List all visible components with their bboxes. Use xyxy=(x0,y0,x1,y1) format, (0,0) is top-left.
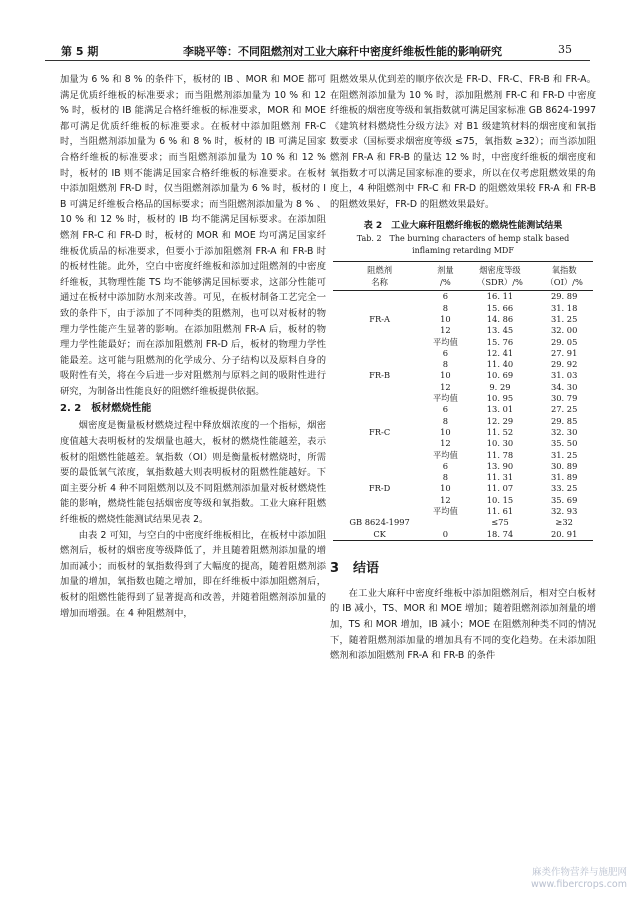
section-number: 2. 2 xyxy=(60,403,82,415)
table-row xyxy=(333,461,593,472)
table-row xyxy=(333,348,593,359)
oi-cell: 33. 25 xyxy=(550,483,578,494)
watermark-line2: www.fibercrops.com xyxy=(530,879,627,890)
dose-cell: 10 xyxy=(440,313,451,324)
paragraph-mechanical-results: 加量为 6 % 和 8 % 的条件下，板材的 IB 、MOR 和 MOE 都可满足优质纤维板的标准要求；而当阻燃剂添加量为 10 % 和 12 % 时，板材的 IB 能满足合格纤维板的标准要求，MOR 和 MOE 都可满足优质纤维板的标准要求。在板材中添加阻燃剂 FR-C 时，当阻燃剂添加量为 6 % 和 8 % 时，板材的 IB 可满足国家合格纤维板的标准要求；而当阻燃剂添加量为 10 % 和 12 % 时，板材的 IB 则不能满足国家合格纤维板的标准要求。在板材中添加阻燃剂 FR-D 时，仅当阻燃剂添加量为 6 % 时，板材的 IB 可满足纤维板合格品的国标要求；而当阻燃剂添加量为 8 % 、10 % 和 12 % 时，板材的 IB 均不能满足国标要求。在添加阻燃剂 FR-C 和 FR-D 时，板材的 MOR 和 MOE 均可满足国家纤维板优质品的标准要求，但要小于添加阻燃剂 FR-A 和 FR-B 时的板材性能。此外，空白中密度纤维板和添加过阻燃剂的中密度纤维板，其物理性能 TS 均不能够满足国标要求，这部分性能可通过在板材中添加防水剂来改善。可见，在板材制备工艺完全一致的条件下，由于添加了不同种类的阻燃剂，也可以对板材的物理力学性能产生显著的影响。在添加阻燃剂 FR-A 后，板材的物理力学性能最好；而在添加阻燃剂 FR-D 后，板材的物理力学性能最差。这可能与阻燃剂的化学成分、分子结构以及原料自身的吸附性有关，将在今后进一步对阻燃剂与原料之间的吸附性进行研究，为制备出性能良好的阻燃纤维板提供依据。 xyxy=(60,74,326,397)
oi-cell: 31. 18 xyxy=(550,302,578,313)
oi-cell: 31. 25 xyxy=(550,449,578,460)
retardant-name-cell: FR-C xyxy=(369,426,391,437)
header-dose: 剂量 /% xyxy=(426,262,464,291)
dose-cell: 6 xyxy=(442,460,449,471)
dose-cell: 8 xyxy=(442,472,449,483)
dose-cell: 8 xyxy=(442,359,449,370)
oi-cell: ≥32 xyxy=(555,517,573,528)
oi-cell: 32. 30 xyxy=(550,426,578,437)
table-caption-en-line1: Tab. 2 The burning characters of hemp stalk based xyxy=(356,234,570,244)
section-title: 板材燃烧性能 xyxy=(91,403,152,415)
issue-number: 第 5 期 xyxy=(61,45,99,58)
sdr-cell: 12. 41 xyxy=(486,347,514,358)
dose-cell: 12 xyxy=(440,494,451,505)
running-title: 李晓平等：不同阻燃剂对工业大麻秆中密度纤维板性能的影响研究 xyxy=(183,45,502,58)
sdr-cell: 13. 45 xyxy=(486,325,514,336)
paragraph-flame-retardant-ranking: 阻燃效果从优到差的顺序依次是 FR-D、FR-C、FR-B 和 FR-A。在阻燃剂添加量为 10 % 时，添加阻燃剂 FR-C 和 FR-D 中密度纤维板的烟密度等级和氧指数就可满足国家标准 GB 8624-1997《建筑材料燃烧性分级方法》对 B1 级建筑材料的烟密度和氧指数要求（国标要求烟密度等级 ≤75，氧指数 ≥32）；而当添加阻燃剂 FR-A 和 FR-B 的量达 12 % 时，中密度纤维板的烟密度和氧指数才可以满足国家标准的要求，所以在仅考虑阻燃效果的角度上，4 种阻燃剂中 FR-C 和 FR-D 的阻燃效果较 FR-A 和 FR-B 的阻燃效果好，FR-D 的阻燃效果最好。 xyxy=(330,74,596,210)
dose-cell xyxy=(426,517,464,528)
standard-row xyxy=(333,517,593,528)
dose-cell: 平均值 xyxy=(432,449,458,460)
dose-cell: 平均值 xyxy=(432,393,458,404)
dose-cell: 12 xyxy=(440,325,451,336)
dose-cell: 10 xyxy=(440,483,451,494)
sdr-cell: 13. 01 xyxy=(486,404,514,415)
table-body xyxy=(333,291,593,541)
oi-cell: 29. 92 xyxy=(550,359,578,370)
section-2-2-heading xyxy=(60,401,326,417)
sdr-cell: 13. 90 xyxy=(486,460,514,471)
sdr-cell: 10. 15 xyxy=(486,494,514,505)
dose-cell: 8 xyxy=(442,302,449,313)
retardant-name-cell: GB 8624-1997 xyxy=(349,517,410,528)
running-header xyxy=(45,40,590,61)
page-number: 35 xyxy=(558,43,572,56)
oi-cell: 29. 89 xyxy=(550,291,578,302)
header-sdr: 烟密度等级 （SDR）/% xyxy=(465,262,536,291)
oi-cell: 30. 79 xyxy=(550,393,578,404)
oi-cell: 29. 05 xyxy=(550,336,578,347)
left-column xyxy=(60,72,326,621)
sdr-cell: 11. 52 xyxy=(486,426,514,437)
sdr-cell: 10. 95 xyxy=(486,393,514,404)
sdr-cell: 15. 76 xyxy=(486,336,514,347)
sdr-cell: 18. 74 xyxy=(486,528,514,539)
oi-cell: 32. 93 xyxy=(550,505,578,516)
section-title: 结语 xyxy=(353,560,380,576)
right-column xyxy=(330,72,596,664)
paragraph-smoke-density-intro: 烟密度是衡量板材燃烧过程中释放烟浓度的一个指标，烟密度值越大表明板材的发烟量也越大，板材的燃烧性能越差，表示板材的阻燃性能越差。氧指数（OI）则是衡量板材燃烧时，所需要的最低氧气浓度，氧指数越大则表明板材的阻燃性能越好。下面主要分析 4 种不同阻燃剂以及不同阻燃剂添加量对板材燃烧性能的影响，燃烧性能包括烟密度等级和氧指数。工业大麻秆阻燃纤维板的燃烧性能测试结果见表 2。 xyxy=(60,420,326,526)
oi-cell: 31. 03 xyxy=(550,370,578,381)
table-row xyxy=(333,291,593,303)
table-header-row xyxy=(333,262,593,291)
oi-cell: 29. 85 xyxy=(550,415,578,426)
dose-cell: 12 xyxy=(440,438,451,449)
oi-cell: 35. 50 xyxy=(550,438,578,449)
dose-cell: 6 xyxy=(442,347,449,358)
watermark-line1: 麻类作物营养与施肥网 xyxy=(531,867,627,878)
sdr-cell: 9. 29 xyxy=(489,381,511,392)
oi-cell: 30. 89 xyxy=(550,460,578,471)
sdr-cell: 11. 78 xyxy=(486,449,514,460)
sdr-cell: 10. 30 xyxy=(486,438,514,449)
sdr-cell: 15. 66 xyxy=(486,302,514,313)
paragraph-conclusion: 在工业大麻秆中密度纤维板中添加阻燃剂后，相对空白板材的 IB 减小，TS、MOR 和 MOE 增加；随着阻燃剂添加剂量的增加，TS 和 MOR 增加，IB 减小；MOE 在阻燃剂种类不同的情况下，随着阻燃剂添加量的增加具有不同的变化趋势。在未添加阻燃剂和添加阻燃剂 FR-A 和 FR-B 的条件 xyxy=(330,587,596,662)
dose-cell: 0 xyxy=(442,528,449,539)
oi-cell: 34. 30 xyxy=(550,381,578,392)
oi-cell: 27. 25 xyxy=(550,404,578,415)
control-row xyxy=(333,529,593,541)
sdr-cell: 10. 69 xyxy=(486,370,514,381)
burning-characters-table xyxy=(333,261,593,541)
header-oi: 氧指数 （OI）/% xyxy=(535,262,593,291)
retardant-name-cell: FR-D xyxy=(368,483,391,494)
dose-cell: 6 xyxy=(442,291,449,302)
sdr-cell: 11. 40 xyxy=(486,359,514,370)
table-row xyxy=(333,404,593,415)
sdr-cell: ≤75 xyxy=(491,517,509,528)
oi-cell: 27. 91 xyxy=(550,347,578,358)
oi-cell: 20. 91 xyxy=(550,528,578,539)
sdr-cell: 11. 31 xyxy=(486,472,514,483)
table-caption-en xyxy=(330,233,596,257)
sdr-cell: 14. 86 xyxy=(486,313,514,324)
dose-cell: 平均值 xyxy=(432,336,458,347)
dose-cell: 12 xyxy=(440,381,451,392)
sdr-cell: 11. 07 xyxy=(486,483,514,494)
dose-cell: 10 xyxy=(440,370,451,381)
header-retardant: 阻燃剂 名称 xyxy=(333,262,426,291)
sdr-cell: 12. 29 xyxy=(486,415,514,426)
table-caption-en-line2: inflaming retarding MDF xyxy=(412,246,514,256)
section-3-heading xyxy=(330,557,596,576)
sdr-cell: 16. 11 xyxy=(486,291,514,302)
section-number: 3 xyxy=(330,560,340,576)
oi-cell: 31. 89 xyxy=(550,472,578,483)
dose-cell: 平均值 xyxy=(432,505,458,516)
table-caption-cn: 表 2 工业大麻秆阻燃纤维板的燃烧性能测试结果 xyxy=(363,221,563,232)
retardant-name-cell: FR-B xyxy=(369,370,391,381)
oi-cell: 35. 69 xyxy=(550,494,578,505)
dose-cell: 10 xyxy=(440,426,451,437)
retardant-name-cell: CK xyxy=(373,528,386,539)
retardant-name-cell: FR-A xyxy=(369,313,390,324)
oi-cell: 31. 25 xyxy=(550,313,578,324)
dose-cell: 6 xyxy=(442,404,449,415)
oi-cell: 32. 00 xyxy=(550,325,578,336)
site-watermark xyxy=(531,867,627,891)
dose-cell: 8 xyxy=(442,415,449,426)
sdr-cell: 11. 61 xyxy=(486,505,514,516)
paragraph-table2-analysis: 由表 2 可知，与空白的中密度纤维板相比，在板材中添加阻燃剂后，板材的烟密度等级降低了，并且随着阻燃剂添加量的增加而减小；而板材的氧指数得到了大幅度的提高，随着阻燃剂添加量的增加，氧指数也随之增加，即在纤维板中添加阻燃剂后，板材的阻燃性能得到了显著提高和改善，并随着阻燃剂添加量的增加而增强。在 4 种阻燃剂中， xyxy=(60,529,326,619)
